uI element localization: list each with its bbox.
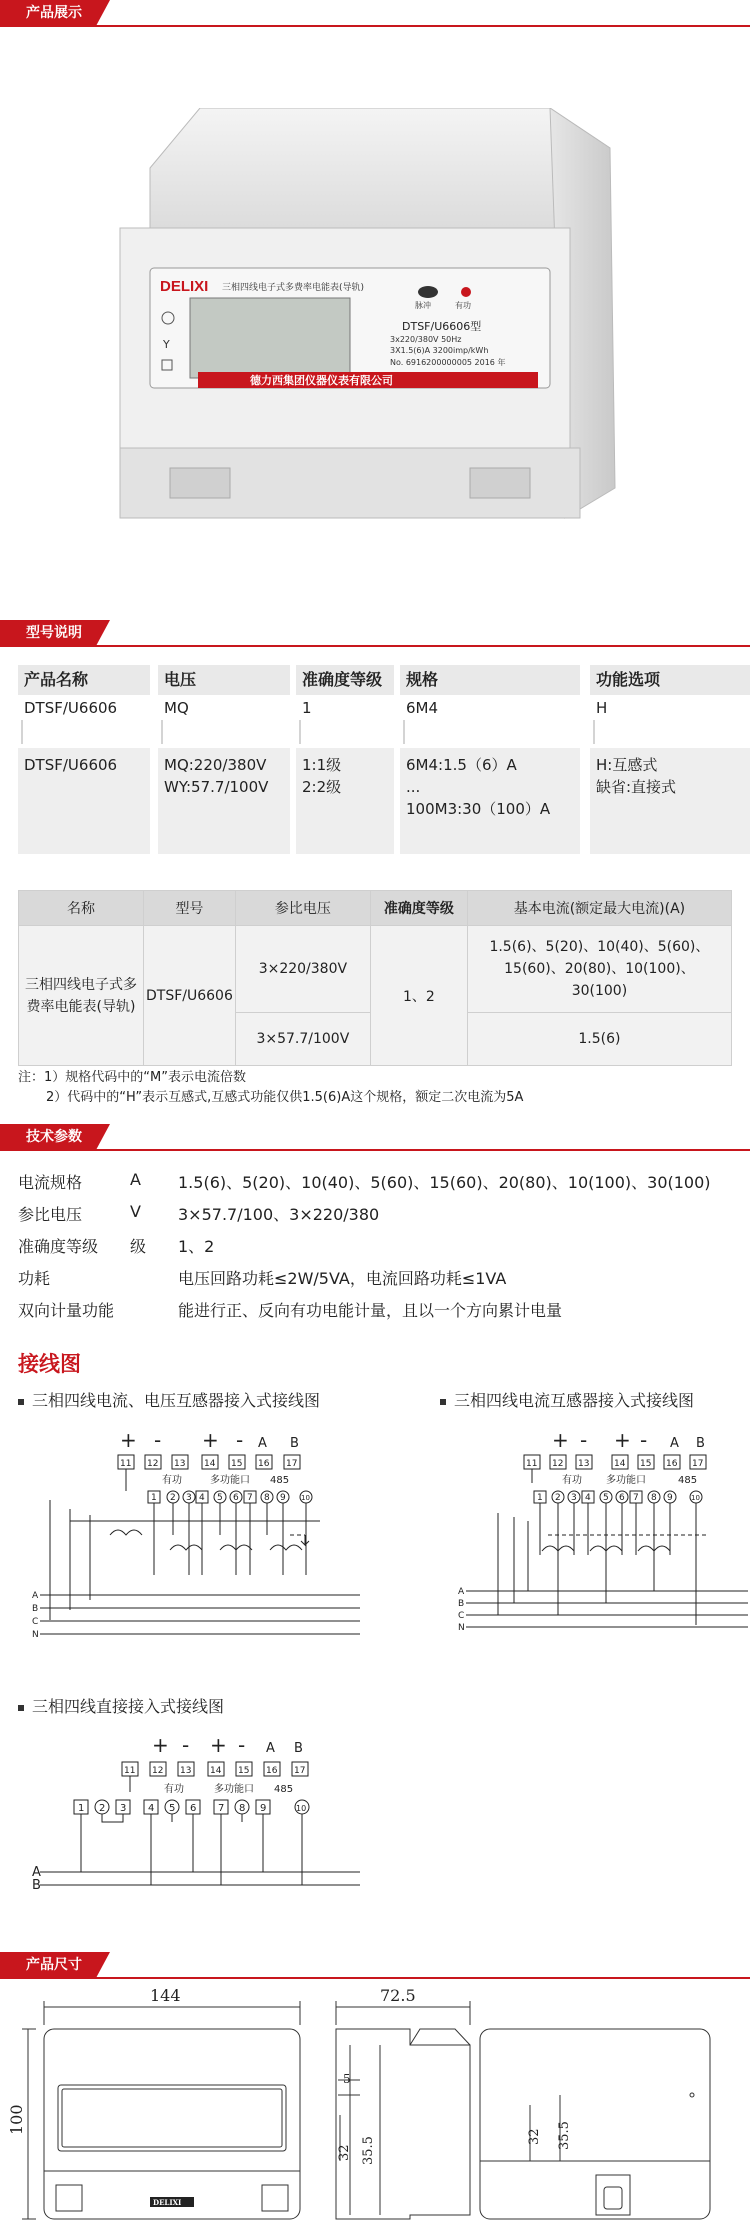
dimension-drawing <box>0 1985 750 2235</box>
svg-text:17: 17 <box>692 1459 704 1469</box>
svg-text:3: 3 <box>571 1493 577 1503</box>
svg-text:12: 12 <box>552 1459 564 1469</box>
svg-text:B: B <box>290 1436 299 1451</box>
svg-text:多功能口: 多功能口 <box>606 1475 646 1486</box>
svg-text:6: 6 <box>619 1493 625 1503</box>
dim-c: 35.5 <box>361 2136 376 2165</box>
svg-text:17: 17 <box>286 1459 298 1469</box>
svg-text:14: 14 <box>210 1766 222 1776</box>
param-name: 电流规格 <box>18 1173 83 1192</box>
meter-panel-title: 三相四线电子式多费率电能表(导轨) <box>222 283 365 293</box>
dim-b: 32 <box>337 2144 352 2161</box>
svg-text:有功: 有功 <box>562 1475 582 1486</box>
svg-text:+: + <box>614 1428 631 1452</box>
svg-text:有功: 有功 <box>164 1784 184 1795</box>
param-unit: 级 <box>130 1237 147 1256</box>
wiring-title: 接线图 <box>18 1352 81 1376</box>
svg-text:13: 13 <box>578 1459 590 1469</box>
svg-text:多功能口: 多功能口 <box>214 1784 254 1795</box>
spec-current: 1.5(6) <box>467 1013 731 1066</box>
svg-text:16: 16 <box>266 1766 278 1776</box>
svg-text:7: 7 <box>247 1493 253 1503</box>
section-tag <box>0 0 96 26</box>
section-rule <box>0 645 750 647</box>
dim-height: 100 <box>7 2104 26 2135</box>
svg-text:Y: Y <box>163 338 170 351</box>
svg-text:13: 13 <box>174 1459 186 1469</box>
svg-text:N: N <box>458 1623 465 1633</box>
param-value: 能进行正、反向有功电能计量，且以一个方向累计电量 <box>178 1301 563 1320</box>
wiring-diagram-ct <box>458 1425 748 1655</box>
model-value: 1 <box>302 699 312 717</box>
svg-text:11: 11 <box>120 1459 132 1469</box>
svg-text:5: 5 <box>603 1493 609 1503</box>
svg-text:B: B <box>294 1741 303 1756</box>
param-name: 参比电压 <box>18 1205 83 1224</box>
dim-depth: 72.5 <box>380 1986 416 2005</box>
svg-text:B: B <box>32 1604 39 1614</box>
model-value: 6M4 <box>406 699 439 717</box>
spec-header: 型号 <box>144 891 236 926</box>
svg-text:C: C <box>458 1611 465 1621</box>
spec-header: 基本电流(额定最大电流)(A) <box>467 891 731 926</box>
svg-text:N: N <box>32 1630 39 1640</box>
section-title: 产品展示 <box>26 5 82 21</box>
section-tag <box>0 1124 96 1150</box>
meter-brand: DELIXI <box>160 278 209 295</box>
section-header-size <box>0 1952 750 1978</box>
svg-text:8: 8 <box>651 1493 657 1503</box>
dim-width: 144 <box>150 1986 181 2005</box>
section-tag <box>0 620 96 646</box>
spec-current: 1.5(6)、5(20)、10(40)、5(60)、15(60)、20(80)、10(100)、30(100) <box>467 926 731 1013</box>
dim-c-rear: 35.5 <box>557 2121 572 2150</box>
param-name: 双向计量功能 <box>18 1301 115 1320</box>
model-detail: DTSF/U6606 <box>18 748 150 854</box>
svg-text:1: 1 <box>537 1493 543 1503</box>
svg-text:485: 485 <box>274 1784 294 1795</box>
svg-text:A: A <box>266 1741 275 1756</box>
svg-text:B: B <box>32 1878 41 1893</box>
svg-text:4: 4 <box>585 1493 591 1503</box>
model-header: 产品名称 <box>18 665 150 695</box>
spec-voltage: 3×57.7/100V <box>235 1013 370 1066</box>
diagram-title-3: 三相四线直接接入式接线图 <box>18 1694 224 1717</box>
svg-text:1: 1 <box>151 1493 157 1503</box>
svg-text:7: 7 <box>633 1493 639 1503</box>
model-value: MQ <box>164 699 189 717</box>
svg-text:B: B <box>696 1436 705 1451</box>
svg-text:C: C <box>32 1617 39 1627</box>
svg-text:+: + <box>552 1428 569 1452</box>
svg-text:2: 2 <box>555 1493 561 1503</box>
svg-text:15: 15 <box>231 1459 243 1469</box>
svg-text:6: 6 <box>190 1803 197 1814</box>
svg-text:+: + <box>202 1428 219 1452</box>
model-detail: H:互感式 缺省:直接式 <box>590 748 750 854</box>
svg-text:8: 8 <box>239 1803 246 1814</box>
note-2: 2）代码中的“H”表示互感式,互感式功能仅供1.5(6)A这个规格，额定二次电流为5A <box>46 1090 524 1105</box>
spec-header: 名称 <box>19 891 144 926</box>
svg-text:-: - <box>580 1428 588 1452</box>
diagram-title-1: 三相四线电流、电压互感器接入式接线图 <box>18 1388 320 1411</box>
model-header: 电压 <box>158 665 290 695</box>
svg-text:A: A <box>258 1436 267 1451</box>
svg-text:12: 12 <box>152 1766 164 1776</box>
param-value: 1.5(6)、5(20)、10(40)、5(60)、15(60)、20(80)、10(100)、30(100) <box>178 1173 711 1192</box>
model-connectors <box>0 718 750 748</box>
section-rule <box>0 1149 750 1151</box>
svg-text:A: A <box>670 1436 679 1451</box>
svg-text:12: 12 <box>147 1459 159 1469</box>
svg-text:-: - <box>182 1733 190 1757</box>
spec-accuracy: 1、2 <box>370 926 467 1066</box>
spec-header: 参比电压 <box>235 891 370 926</box>
svg-text:A: A <box>458 1587 465 1597</box>
svg-text:4: 4 <box>148 1803 155 1814</box>
model-header: 功能选项 <box>590 665 750 695</box>
svg-text:A: A <box>32 1865 41 1880</box>
model-value: H <box>596 699 608 717</box>
section-header-model <box>0 620 750 646</box>
model-detail: 1:1级 2:2级 <box>296 748 394 854</box>
param-unit: V <box>130 1202 141 1221</box>
svg-text:+: + <box>152 1733 169 1757</box>
param-name: 功耗 <box>18 1269 51 1288</box>
dim-brand: DELIXI <box>153 2198 182 2207</box>
svg-text:+: + <box>120 1428 137 1452</box>
svg-text:1: 1 <box>78 1803 85 1814</box>
svg-text:3: 3 <box>186 1493 192 1503</box>
spec-name: 三相四线电子式多费率电能表(导轨) <box>19 926 144 1066</box>
meter-photo <box>110 108 630 528</box>
svg-text:-: - <box>238 1733 246 1757</box>
svg-text:2: 2 <box>170 1493 176 1503</box>
svg-text:15: 15 <box>640 1459 652 1469</box>
param-value: 电压回路功耗≤2W/5VA，电流回路功耗≤1VA <box>178 1269 507 1288</box>
section-tag <box>0 1952 96 1978</box>
svg-text:10: 10 <box>691 1494 700 1502</box>
svg-text:14: 14 <box>614 1459 626 1469</box>
section-title: 型号说明 <box>26 625 82 641</box>
param-unit: A <box>130 1170 141 1189</box>
param-value: 1、2 <box>178 1237 215 1256</box>
svg-text:16: 16 <box>258 1459 270 1469</box>
svg-text:5: 5 <box>217 1493 223 1503</box>
svg-text:7: 7 <box>218 1803 225 1814</box>
svg-text:A: A <box>32 1591 39 1601</box>
diagram-title-2: 三相四线电流互感器接入式接线图 <box>440 1388 694 1411</box>
dim-a: 5 <box>343 2072 351 2086</box>
section-header-params <box>0 1124 750 1150</box>
svg-text:485: 485 <box>270 1475 290 1486</box>
spec-table <box>18 890 732 1066</box>
model-detail: MQ:220/380V WY:57.7/100V <box>158 748 290 854</box>
svg-text:17: 17 <box>294 1766 306 1776</box>
param-value: 3×57.7/100、3×220/380 <box>178 1205 380 1224</box>
model-header: 准确度等级 <box>296 665 394 695</box>
svg-text:多功能口: 多功能口 <box>210 1475 250 1486</box>
svg-text:13: 13 <box>180 1766 192 1776</box>
svg-text:10: 10 <box>296 1804 307 1813</box>
wiring-diagram-direct <box>30 1730 360 1910</box>
wiring-diagram-ct-pt <box>30 1425 360 1655</box>
svg-text:485: 485 <box>678 1475 698 1486</box>
svg-text:9: 9 <box>667 1493 673 1503</box>
note-1: 注：1）规格代码中的“M”表示电流倍数 <box>18 1070 246 1085</box>
svg-text:9: 9 <box>280 1493 286 1503</box>
model-value: DTSF/U6606 <box>24 699 118 717</box>
model-header: 规格 <box>400 665 580 695</box>
meter-line1: 3x220/380V 50Hz <box>390 335 462 344</box>
svg-text:9: 9 <box>260 1803 267 1814</box>
svg-text:5: 5 <box>169 1803 176 1814</box>
svg-text:4: 4 <box>199 1493 205 1503</box>
svg-text:6: 6 <box>233 1493 239 1503</box>
svg-text:-: - <box>640 1428 648 1452</box>
svg-text:-: - <box>154 1428 162 1452</box>
svg-text:11: 11 <box>124 1766 136 1776</box>
svg-text:B: B <box>458 1599 465 1609</box>
section-rule <box>0 25 750 27</box>
led-label-1: 脉冲 <box>415 301 431 310</box>
svg-text:11: 11 <box>526 1459 538 1469</box>
svg-text:2: 2 <box>99 1803 106 1814</box>
meter-serial: No. 6916200000005 2016 年 <box>390 358 506 367</box>
section-rule <box>0 1977 750 1979</box>
section-title: 技术参数 <box>26 1129 82 1145</box>
svg-text:10: 10 <box>301 1494 310 1502</box>
spec-header: 准确度等级 <box>370 891 467 926</box>
meter-company: 德力西集团仪器仪表有限公司 <box>250 374 393 387</box>
section-title: 产品尺寸 <box>26 1957 82 1973</box>
svg-text:16: 16 <box>666 1459 678 1469</box>
section-header-product-show <box>0 0 750 26</box>
meter-model: DTSF/U6606型 <box>402 320 482 333</box>
spec-voltage: 3×220/380V <box>235 926 370 1013</box>
dim-b-rear: 32 <box>527 2128 542 2145</box>
led-label-2: 有功 <box>455 301 471 310</box>
spec-model: DTSF/U6606 <box>144 926 236 1066</box>
svg-text:3: 3 <box>120 1803 127 1814</box>
svg-text:14: 14 <box>204 1459 216 1469</box>
meter-line2: 3X1.5(6)A 3200imp/kWh <box>390 346 489 355</box>
svg-text:-: - <box>236 1428 244 1452</box>
svg-text:+: + <box>210 1733 227 1757</box>
svg-text:8: 8 <box>264 1493 270 1503</box>
svg-text:有功: 有功 <box>162 1475 182 1486</box>
model-detail: 6M4:1.5（6）A ... 100M3:30（100）A <box>400 748 580 854</box>
param-name: 准确度等级 <box>18 1237 99 1256</box>
svg-text:15: 15 <box>238 1766 250 1776</box>
